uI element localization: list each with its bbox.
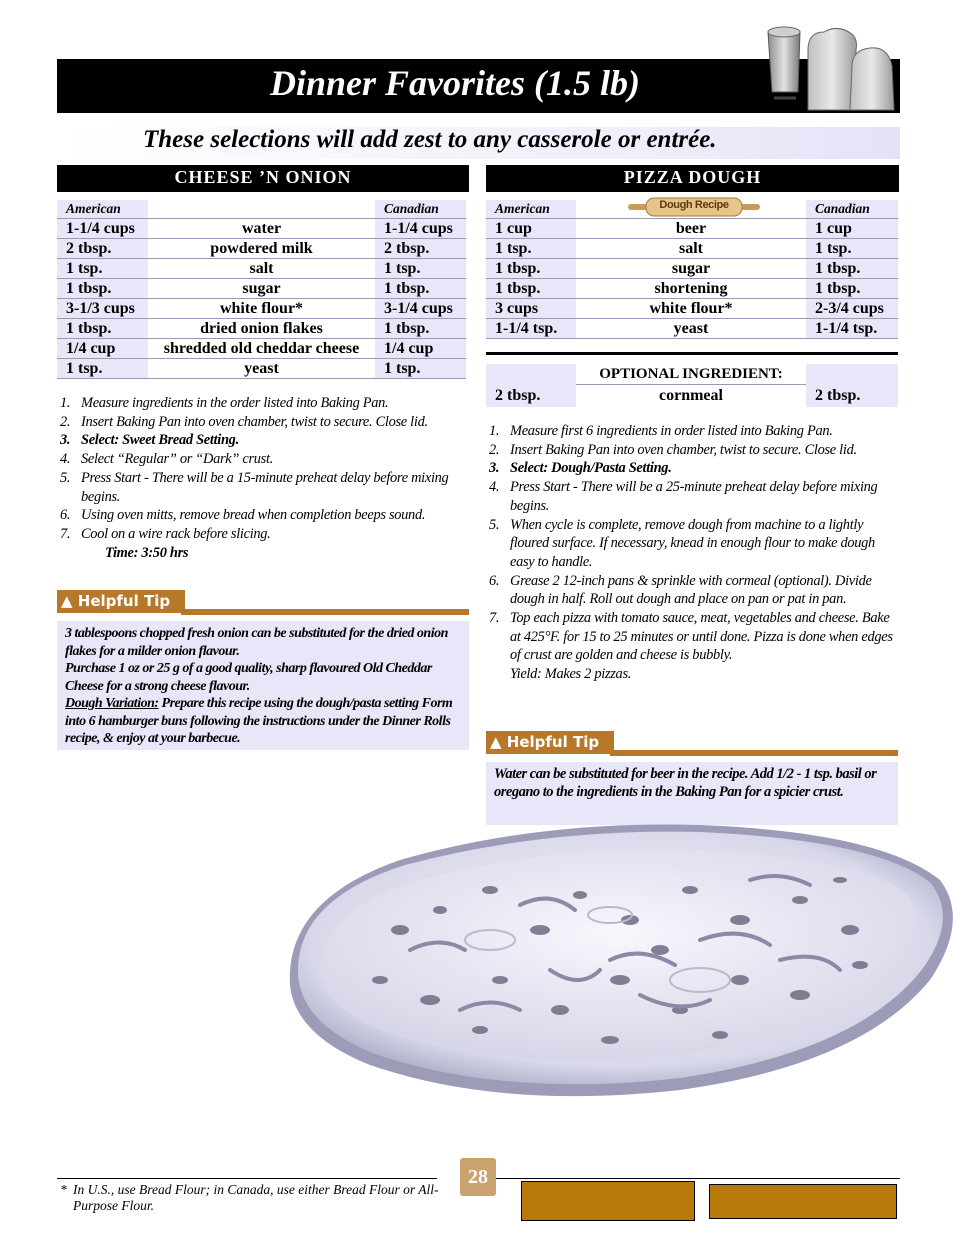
tip-rule xyxy=(610,750,898,756)
pizza-photo xyxy=(280,820,954,1105)
step-text: Select: Sweet Bread Setting. xyxy=(81,432,239,449)
footer-rule xyxy=(495,1178,900,1179)
step-text: Cool on a wire rack before slicing. xyxy=(81,525,271,542)
canadian-amount: 1 tbsp. xyxy=(375,319,466,339)
footer-tab-box xyxy=(521,1181,695,1221)
american-amount: 3 cups xyxy=(486,299,576,319)
bread-machine-illustration xyxy=(760,10,905,116)
american-amount: 1 tsp. xyxy=(57,359,148,379)
triangle-up-icon: ▲ xyxy=(490,733,502,751)
page-number: 28 xyxy=(460,1158,496,1196)
table-header-row xyxy=(57,200,466,219)
tip-label: Helpful Tip xyxy=(77,592,171,610)
pizza-dough-steps xyxy=(486,422,898,684)
step-number: 3. xyxy=(489,460,500,477)
american-amount: 1 tbsp. xyxy=(486,259,576,279)
step-number: 7. xyxy=(60,525,71,542)
table-row xyxy=(486,239,898,259)
footnote-marker: * xyxy=(60,1182,67,1197)
table-row xyxy=(486,259,898,279)
ingredient-name: beer xyxy=(576,219,806,239)
american-amount: 1 tsp. xyxy=(57,259,148,279)
ingredient-name: yeast xyxy=(148,359,375,379)
ingredient-name: yeast xyxy=(576,319,806,339)
ingredient-name: salt xyxy=(148,259,375,279)
pizza-dough-heading: PIZZA DOUGH xyxy=(486,165,899,192)
optional-divider xyxy=(486,352,898,355)
table-row xyxy=(486,319,898,339)
instruction-step xyxy=(486,478,898,515)
dough-recipe-badge xyxy=(628,197,760,217)
canadian-amount: 1 tbsp. xyxy=(375,279,466,299)
table-row xyxy=(486,385,898,407)
cheese-onion-table xyxy=(57,200,466,379)
instruction-step xyxy=(57,525,467,544)
footnote xyxy=(60,1182,440,1213)
instruction-step xyxy=(57,413,467,432)
table-row xyxy=(57,299,466,319)
instruction-step xyxy=(57,450,467,469)
step-number: 4. xyxy=(489,479,500,496)
table-row xyxy=(57,279,466,299)
instruction-step xyxy=(57,394,467,413)
american-amount: 1-1/4 cups xyxy=(57,219,148,239)
step-number: 6. xyxy=(60,507,71,524)
canadian-amount: 1 tsp. xyxy=(806,239,898,259)
tip-line: 3 tablespoons chopped fresh onion can be substituted for the dried onion flakes for a milder onion flavour. xyxy=(65,626,448,659)
step-text: Press Start - There will be a 15-minute preheat delay before mixing begins. xyxy=(81,469,449,505)
tip-variation-text: Prepare this recipe using the dough/pasta setting Form into 6 hamburger buns following the instructions under the Dinner Rolls recipe, & enjoy at your barbecue. xyxy=(65,696,453,746)
instruction-step xyxy=(486,422,898,441)
step-text: Insert Baking Pan into oven chamber, twist to secure. Close lid. xyxy=(510,441,857,458)
american-amount: 1 tbsp. xyxy=(486,279,576,299)
optional-american: 2 tbsp. xyxy=(486,385,576,407)
footer-rule xyxy=(57,1178,437,1179)
step-text: Select: Dough/Pasta Setting. xyxy=(510,460,672,477)
ingredient-name: shortening xyxy=(576,279,806,299)
step-number: 2. xyxy=(489,441,500,458)
ingredient-name: white flour* xyxy=(576,299,806,319)
step-number: 3. xyxy=(60,432,71,449)
canadian-amount: 1/4 cup xyxy=(375,339,466,359)
page-title: Dinner Favorites (1.5 lb) xyxy=(270,63,641,103)
step-number: 6. xyxy=(489,572,500,589)
table-row xyxy=(57,219,466,239)
instruction-step xyxy=(486,609,898,665)
table-row xyxy=(57,339,466,359)
table-row xyxy=(57,359,466,379)
step-text: Using oven mitts, remove bread when completion beeps sound. xyxy=(81,507,426,524)
step-text: Measure ingredients in the order listed into Baking Pan. xyxy=(81,395,389,411)
american-amount: 1 tsp. xyxy=(486,239,576,259)
american-amount: 1 cup xyxy=(486,219,576,239)
helpful-tip-tab xyxy=(486,731,614,754)
ingredient-name: water xyxy=(148,219,375,239)
american-amount: 1 tbsp. xyxy=(57,319,148,339)
tip-label: Helpful Tip xyxy=(506,733,600,751)
dough-recipe-label: Dough Recipe xyxy=(659,199,729,211)
step-text: Press Start - There will be a 25-minute preheat delay before mixing begins. xyxy=(510,479,878,514)
instruction-step xyxy=(486,516,898,572)
tip-line: Purchase 1 oz or 25 g of a good quality, sharp flavoured Old Cheddar Cheese for a strong cheese flavour. xyxy=(65,661,432,694)
canadian-amount: 1 tbsp. xyxy=(806,259,898,279)
american-amount: 3-1/3 cups xyxy=(57,299,148,319)
american-amount: 1 tbsp. xyxy=(57,279,148,299)
step-number: 2. xyxy=(60,413,71,430)
step-text: When cycle is complete, remove dough from machine to a lightly floured surface. If necessary, knead in enough flour to make dough easy to handle. xyxy=(510,516,875,570)
canadian-amount: 2-3/4 cups xyxy=(806,299,898,319)
col-canadian: Canadian xyxy=(375,200,466,219)
col-american: American xyxy=(486,200,576,219)
ingredient-name: dried onion flakes xyxy=(148,319,375,339)
step-number: 4. xyxy=(60,451,71,468)
optional-canadian: 2 tbsp. xyxy=(806,385,898,407)
cook-time-text: Time: 3:50 hrs xyxy=(105,544,189,561)
american-amount: 2 tbsp. xyxy=(57,239,148,259)
ingredient-name: salt xyxy=(576,239,806,259)
canadian-amount: 1-1/4 tsp. xyxy=(806,319,898,339)
american-amount: 1-1/4 tsp. xyxy=(486,319,576,339)
tip-variation xyxy=(65,695,461,748)
canadian-amount: 1 cup xyxy=(806,219,898,239)
instruction-step xyxy=(486,572,898,609)
table-row xyxy=(486,279,898,299)
optional-ingredient-label: OPTIONAL INGREDIENT: xyxy=(576,364,806,385)
cheese-onion-steps xyxy=(57,394,467,562)
instruction-step xyxy=(486,459,898,478)
optional-ingredient: cornmeal xyxy=(659,386,723,404)
cheese-onion-tip-body xyxy=(57,621,469,750)
canadian-amount: 2 tbsp. xyxy=(375,239,466,259)
ingredient-name: shredded old cheddar cheese xyxy=(148,339,375,359)
canadian-amount: 1 tbsp. xyxy=(806,279,898,299)
step-number: 1. xyxy=(489,423,500,439)
bread-loaf-icon xyxy=(808,28,857,110)
tip-rule xyxy=(181,609,469,615)
step-text: Select “Regular” or “Dark” crust. xyxy=(81,451,273,468)
step-number: 5. xyxy=(60,469,71,486)
table-row xyxy=(57,319,466,339)
step-text: Top each pizza with tomato sauce, meat, vegetables and cheese. Bake at 425°F. for 15 to 25 minutes or until done. Pizza is done when edges of crust are golden and cheese is bubbly. xyxy=(510,610,893,664)
table-row xyxy=(486,299,898,319)
step-number: 1. xyxy=(60,395,71,411)
step-number: 7. xyxy=(489,610,500,627)
cook-time xyxy=(57,544,467,563)
col-american: American xyxy=(57,200,148,219)
instruction-step xyxy=(486,441,898,460)
footer-tab-box xyxy=(709,1184,897,1219)
table-row xyxy=(486,219,898,239)
cheese-onion-heading: CHEESE ’N ONION xyxy=(57,165,469,192)
triangle-up-icon: ▲ xyxy=(61,592,73,610)
instruction-step xyxy=(57,469,467,506)
table-row xyxy=(57,259,466,279)
ingredient-name: white flour* xyxy=(148,299,375,319)
canadian-amount: 1 tsp. xyxy=(375,359,466,379)
step-number: 5. xyxy=(489,516,500,533)
bread-loaf-icon xyxy=(850,48,894,110)
pizza-dough-table xyxy=(486,200,898,339)
pizza-dough-tip-body: Water can be substituted for beer in the recipe. Add 1/2 - 1 tsp. basil or oregano to the ingredients in the Baking Pan for a spicier crust. xyxy=(486,762,898,825)
step-text: Grease 2 12-inch pans & sprinkle with cormeal (optional). Divide dough in half. Roll out dough and place on pan or pat in pan. xyxy=(510,572,872,608)
col-canadian: Canadian xyxy=(806,200,898,219)
yield-text: Yield: Makes 2 pizzas. xyxy=(510,666,632,683)
canadian-amount: 3-1/4 cups xyxy=(375,299,466,319)
step-text: Insert Baking Pan into oven chamber, twist to secure. Close lid. xyxy=(81,413,428,430)
step-text: Measure first 6 ingredients in order listed into Baking Pan. xyxy=(510,423,833,439)
yield xyxy=(486,665,898,684)
page-subtitle: These selections will add zest to any casserole or entrée. xyxy=(143,126,717,153)
table-row xyxy=(57,239,466,259)
instruction-step xyxy=(57,431,467,450)
baking-pan-icon xyxy=(768,32,800,92)
instruction-step xyxy=(57,506,467,525)
helpful-tip-tab xyxy=(57,590,185,613)
ingredient-name: powdered milk xyxy=(148,239,375,259)
ingredient-name: sugar xyxy=(576,259,806,279)
tip-variation-label: Dough Variation: xyxy=(65,696,159,711)
optional-ingredient-table xyxy=(486,364,898,407)
ingredient-name: sugar xyxy=(148,279,375,299)
american-amount: 1/4 cup xyxy=(57,339,148,359)
canadian-amount: 1 tsp. xyxy=(375,259,466,279)
canadian-amount: 1-1/4 cups xyxy=(375,219,466,239)
footnote-text: In U.S., use Bread Flour; in Canada, use either Bread Flour or All-Purpose Flour. xyxy=(73,1182,439,1213)
